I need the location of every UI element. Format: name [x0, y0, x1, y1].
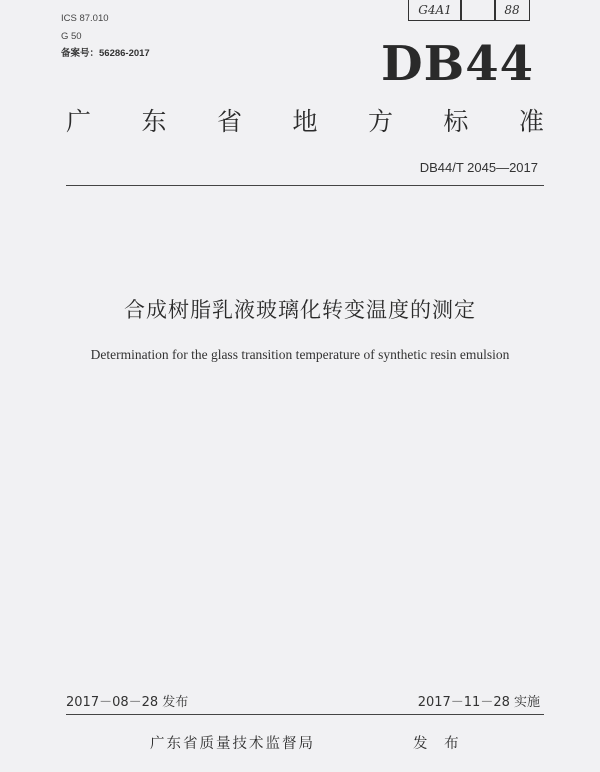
category-char: 标 — [443, 107, 469, 136]
document-title-cn: 合成树脂乳液玻璃化转变温度的测定 — [124, 298, 476, 322]
standard-number: DB44/T 2045—2017 — [419, 160, 538, 175]
category-char: 广 — [66, 107, 92, 136]
category-char: 地 — [292, 107, 318, 136]
standard-category-title — [66, 102, 544, 138]
ccs-code: G 50 — [61, 31, 82, 42]
category-char: 准 — [518, 107, 544, 136]
db44-logo: DB44 — [381, 36, 534, 92]
stamp-cell-code: G4A1 — [408, 0, 462, 21]
stamp-cell-number: 88 — [494, 0, 530, 21]
category-char: 东 — [141, 107, 167, 136]
stamp-cell-blank — [460, 0, 496, 21]
header-divider — [66, 185, 544, 186]
category-char: 方 — [367, 107, 393, 136]
footer-divider — [66, 714, 544, 715]
document-title-en: Determination for the glass transition temperature of synthetic resin emulsion — [90, 347, 510, 362]
ics-code: ICS 87.010 — [61, 13, 109, 24]
archive-stamp — [400, 0, 540, 24]
publish-label: 发 布 — [413, 736, 465, 752]
implementation-date: 2017－11－28 实施 — [417, 695, 540, 710]
issue-date: 2017－08－28 发布 — [66, 695, 189, 710]
category-char: 省 — [216, 107, 242, 136]
record-number: 备案号：56286-2017 — [61, 48, 150, 59]
issuing-authority: 广东省质量技术监督局 — [150, 736, 315, 752]
